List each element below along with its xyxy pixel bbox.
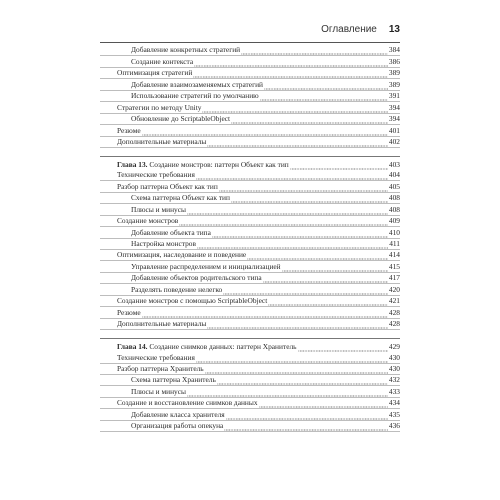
toc-entry-title: Управление распределением и инициализацией <box>131 261 281 271</box>
dot-leader <box>217 377 388 385</box>
dot-leader <box>241 47 388 55</box>
toc-entry <box>100 181 400 192</box>
toc-entry-page-number: 435 <box>388 409 400 419</box>
toc-entry <box>100 421 400 432</box>
toc-entry-page-number: 414 <box>388 250 400 260</box>
chapter-heading <box>100 157 400 170</box>
dot-leader <box>219 184 388 192</box>
toc-entry <box>100 68 400 79</box>
toc-entry-page-number: 389 <box>388 79 400 89</box>
section-divider <box>100 148 400 157</box>
toc-entry <box>100 319 400 330</box>
dot-leader <box>263 275 388 283</box>
toc-entry-title: Создание монстров с помощью ScriptableObject <box>117 296 268 306</box>
toc-entry-page-number: 394 <box>388 102 400 112</box>
toc-entry <box>100 137 400 148</box>
toc-entry <box>100 307 400 318</box>
toc-entry-title: Разбор паттерна Объект как тип <box>117 181 218 191</box>
toc-entry-page-number: 405 <box>388 181 400 191</box>
dot-leader <box>260 93 388 101</box>
toc-entry-page-number: 430 <box>388 352 400 362</box>
toc-entry-page-number: 434 <box>388 398 400 408</box>
toc-entry-title: Резюме <box>117 307 141 317</box>
header-rule <box>100 42 400 43</box>
toc-entry <box>100 296 400 307</box>
toc-entry <box>100 364 400 375</box>
toc-entry <box>100 273 400 284</box>
toc-entry-title: Разбор паттерна Хранитель <box>117 363 204 373</box>
toc-entry <box>100 45 400 56</box>
toc-entry-page-number: 402 <box>388 136 400 146</box>
chapter-title: Создание монстров: паттерн Объект как тип <box>149 159 289 169</box>
toc-entry <box>100 250 400 261</box>
dot-leader <box>223 287 388 295</box>
toc-entry-page-number: 428 <box>388 319 400 329</box>
dot-leader <box>231 195 388 203</box>
toc-entry <box>100 398 400 409</box>
toc-entry-page-number: 401 <box>388 125 400 135</box>
dot-leader <box>247 252 388 260</box>
dot-leader <box>290 162 388 170</box>
toc-entry <box>100 261 400 272</box>
toc-entry <box>100 352 400 363</box>
dot-leader <box>298 344 388 352</box>
dot-leader <box>207 321 388 329</box>
toc-entry-page-number: 421 <box>388 296 400 306</box>
toc-entry-title: Создание контекста <box>131 56 194 66</box>
toc-entry <box>100 125 400 136</box>
toc-entry-page-number: 430 <box>388 363 400 373</box>
toc-entry-title: Технические требования <box>117 170 195 180</box>
toc-entry <box>100 284 400 295</box>
toc-entry <box>100 114 400 125</box>
toc-entry-title: Схема паттерна Объект как тип <box>131 193 230 203</box>
toc-entry-page-number: 433 <box>388 386 400 396</box>
toc-entry-title: Обновление до ScriptableObject <box>131 114 231 124</box>
dot-leader <box>194 59 388 67</box>
toc-entry-page-number: 428 <box>388 307 400 317</box>
dot-leader <box>196 355 388 363</box>
toc-entry-title: Добавление конкретных стратегий <box>131 45 241 55</box>
toc-entry-page-number: 386 <box>388 56 400 66</box>
toc-entry-title: Добавление класса хранителя <box>131 409 225 419</box>
toc-entry-page-number: 420 <box>388 284 400 294</box>
dot-leader <box>187 389 388 397</box>
toc-section <box>100 157 400 330</box>
toc-entry-title: Схема паттерна Хранитель <box>131 375 216 385</box>
toc-entry-page-number: 415 <box>388 261 400 271</box>
toc-entry-title: Технические требования <box>117 352 195 362</box>
header-title: Оглавление <box>321 23 377 35</box>
toc-entry-page-number: 436 <box>388 421 400 431</box>
header-page-number: 13 <box>388 23 400 35</box>
dot-leader <box>196 172 388 180</box>
toc-entry-title: Добавление взаимозаменяемых стратегий <box>131 79 264 89</box>
toc-entry-page-number: 389 <box>388 68 400 78</box>
toc-entry-title: Плюсы и минусы <box>131 204 186 214</box>
dot-leader <box>207 139 388 147</box>
toc-entry-title: Добавление объектов родительского типа <box>131 273 262 283</box>
toc-entry <box>100 170 400 181</box>
dot-leader <box>231 116 388 124</box>
toc-entry <box>100 91 400 102</box>
toc-entry-page-number: 408 <box>388 204 400 214</box>
toc-entry <box>100 239 400 250</box>
toc-entry-title: Плюсы и минусы <box>131 386 186 396</box>
toc-entry-page-number: 384 <box>388 45 400 55</box>
toc-entry-page-number: 411 <box>389 239 400 248</box>
dot-leader <box>264 82 388 90</box>
toc-entry-page-number: 417 <box>388 273 400 283</box>
chapter-page-number: 403 <box>388 159 400 169</box>
toc-entry <box>100 79 400 90</box>
dot-leader <box>142 310 388 318</box>
toc-entry-title: Создание и восстановление снимков данных <box>117 398 258 408</box>
toc-entry <box>100 386 400 397</box>
chapter-label: Глава 13. <box>117 159 148 169</box>
toc-entry <box>100 56 400 67</box>
toc-entry-title: Оптимизация, наследование и поведение <box>117 250 247 260</box>
toc-entry <box>100 216 400 227</box>
toc-entry <box>100 375 400 386</box>
dot-leader <box>179 218 388 226</box>
dot-leader <box>224 423 388 431</box>
section-divider <box>100 330 400 339</box>
table-of-contents <box>100 45 400 432</box>
toc-entry-page-number: 391 <box>388 91 400 101</box>
dot-leader <box>205 366 388 374</box>
running-header <box>100 20 400 38</box>
toc-entry-title: Разделять поведение нелегко <box>131 284 223 294</box>
toc-entry <box>100 204 400 215</box>
toc-entry-page-number: 404 <box>388 170 400 180</box>
toc-entry <box>100 102 400 113</box>
toc-section <box>100 339 400 432</box>
dot-leader <box>268 298 388 306</box>
dot-leader <box>212 230 388 238</box>
toc-entry-title: Настройка монстров <box>131 239 196 248</box>
toc-entry-title: Организация работы опекуна <box>131 421 224 431</box>
dot-leader <box>282 264 388 272</box>
toc-entry-page-number: 410 <box>388 227 400 237</box>
toc-entry-title: Оптимизация стратегий <box>117 68 193 78</box>
toc-entry-page-number: 394 <box>388 114 400 124</box>
toc-entry-title: Создание монстров <box>117 216 179 226</box>
dot-leader <box>197 241 388 249</box>
toc-entry-page-number: 408 <box>388 193 400 203</box>
dot-leader <box>226 412 388 420</box>
toc-entry-title: Дополнительные материалы <box>117 319 207 329</box>
toc-entry-page-number: 432 <box>388 375 400 385</box>
toc-entry-title: Резюме <box>117 125 141 135</box>
toc-entry <box>100 409 400 420</box>
dot-leader <box>142 128 388 136</box>
toc-entry-title: Дополнительные материалы <box>117 136 207 146</box>
dot-leader <box>187 207 388 215</box>
toc-section <box>100 45 400 148</box>
chapter-page-number: 429 <box>388 342 400 352</box>
chapter-heading <box>100 339 400 352</box>
dot-leader <box>259 400 388 408</box>
toc-entry <box>100 227 400 238</box>
toc-entry-title: Стратегии по методу Unity <box>117 102 202 112</box>
chapter-label: Глава 14. <box>117 342 148 352</box>
toc-entry-title: Использование стратегий по умолчанию <box>131 91 259 101</box>
toc-entry-page-number: 409 <box>388 216 400 226</box>
toc-entry <box>100 193 400 204</box>
dot-leader <box>202 105 387 113</box>
chapter-title: Создание снимков данных: паттерн Хранитель <box>149 342 297 352</box>
dot-leader <box>193 70 388 78</box>
toc-entry-title: Добавление объекта типа <box>131 227 211 237</box>
